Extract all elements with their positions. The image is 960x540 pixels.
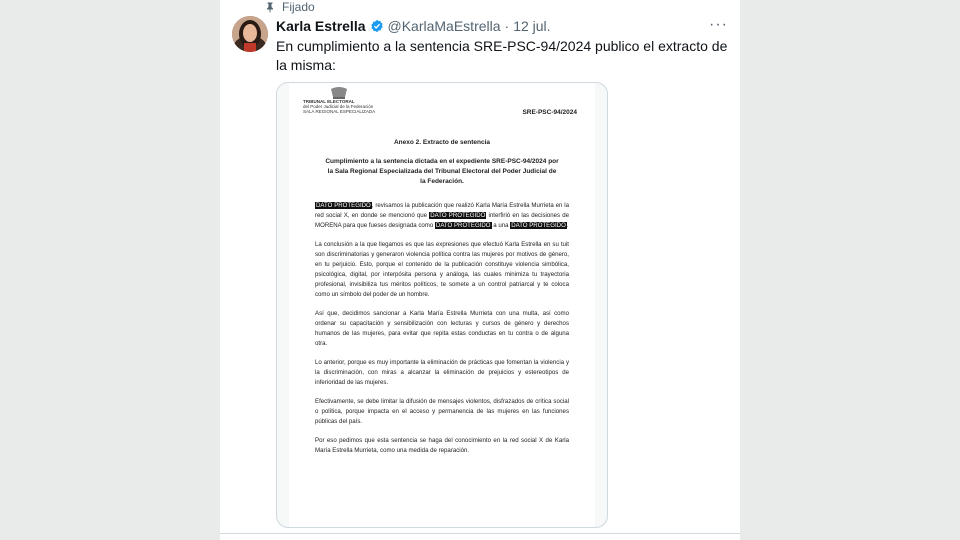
avatar[interactable] [232,16,268,52]
verified-badge-icon [370,19,384,33]
redacted-block: DATO PROTEGIDO [316,202,371,209]
paragraph-1 [315,201,569,231]
author-handle[interactable]: @KarlaMaEstrella [387,18,501,34]
tweet-date[interactable]: 12 jul. [513,18,551,34]
tribunal-seal-text [303,99,375,114]
redacted-block: DATO PROTEGIDO [430,212,486,219]
tweet-header [276,16,728,36]
paragraph-text: , revisamos la publicación que realizó Karla María Estrella Murrieta en la red social X, en donde se mencionó que [315,202,569,219]
paragraph-text: a una [491,222,511,229]
author-name[interactable]: Karla Estrella [276,18,366,34]
paragraph-3: Así que, decidimos sancionar a Karla María Estrella Murrieta con una multa, así como ordenar su capacitación y sensibilización con lecturas y cursos de género y derechos humanos de las mujeres, para evitar que repita estas conductas en tu contra o de alguna otra. [315,310,569,347]
paragraph-4: Lo anterior, porque es muy importante la eliminación de prácticas que fomentan la violencia y la discriminación, con miras a alcanzar la eliminación de prejuicios y estereotipos de inferioridad de las mujeres. [315,359,569,386]
more-options-button[interactable]: ··· [709,16,728,33]
paragraph-text: interfirió en las decisiones de MORENA para que fueses designada como [315,212,570,229]
annex-title: Anexo 2. Extracto de sentencia [393,139,491,146]
paragraph-text: . [566,222,569,229]
tweet-text: En cumplimiento a la sentencia SRE-PSC-94/2024 publico el extracto de la misma: [276,38,728,73]
paragraph-6: Por eso pedimos que esta sentencia se haga del conocimiento en la red social X de Karla María Estrella Murrieta, como una medida de reparación. [315,437,569,454]
separator-dot: · [504,18,510,34]
tweet-actions-divider [220,533,740,540]
document-body [315,201,569,465]
case-number: SRE-PSC-94/2024 [522,109,577,116]
pinned-label: Fijado [282,0,315,14]
paragraph-5: Efectivamente, se debe limitar la difusión de mensajes violentos, disfrazados de crítica social o política, porque impacta en el acceso y permanencia de las mujeres en las funciones públicas del país. [315,398,569,425]
seal-line: del Poder Judicial de la Federación [303,104,374,109]
pin-icon [264,1,276,13]
tweet-card[interactable] [220,0,740,540]
document-subtitle: Cumplimiento a la sentencia dictada en el expediente SRE-PSC-94/2024 por la Sala Regional Especializada del Tribunal Electoral del Poder Judicial de la Federación. [325,158,559,185]
seal-line: SALA REGIONAL ESPECIALIZADA [303,109,376,114]
paragraph-2: La conclusión a la que llegamos es que las expresiones que efectuó Karla Estrella en su tuit son discriminatorias y generaron violencia política contra las mujeres por motivos de género, en tu perjuicio. Esto, porque el contenido de la publicación constituye violencia simbólica, psicológica, digital, por interpósita persona y análoga, las cuales minimiza tu trayectoria profesional, invisibiliza tus méritos políticos, te somete a un control patriarcal y te coloca como un símbolo del poder de un hombre. [315,241,569,298]
sentence-document [289,83,595,527]
redacted-block: DATO PROTEGIDO [435,222,491,229]
tweet-media-image[interactable] [276,82,608,528]
redacted-block: DATO PROTEGIDO [511,222,566,229]
seal-line: TRIBUNAL ELECTORAL [303,99,355,104]
pinned-indicator [264,0,315,14]
